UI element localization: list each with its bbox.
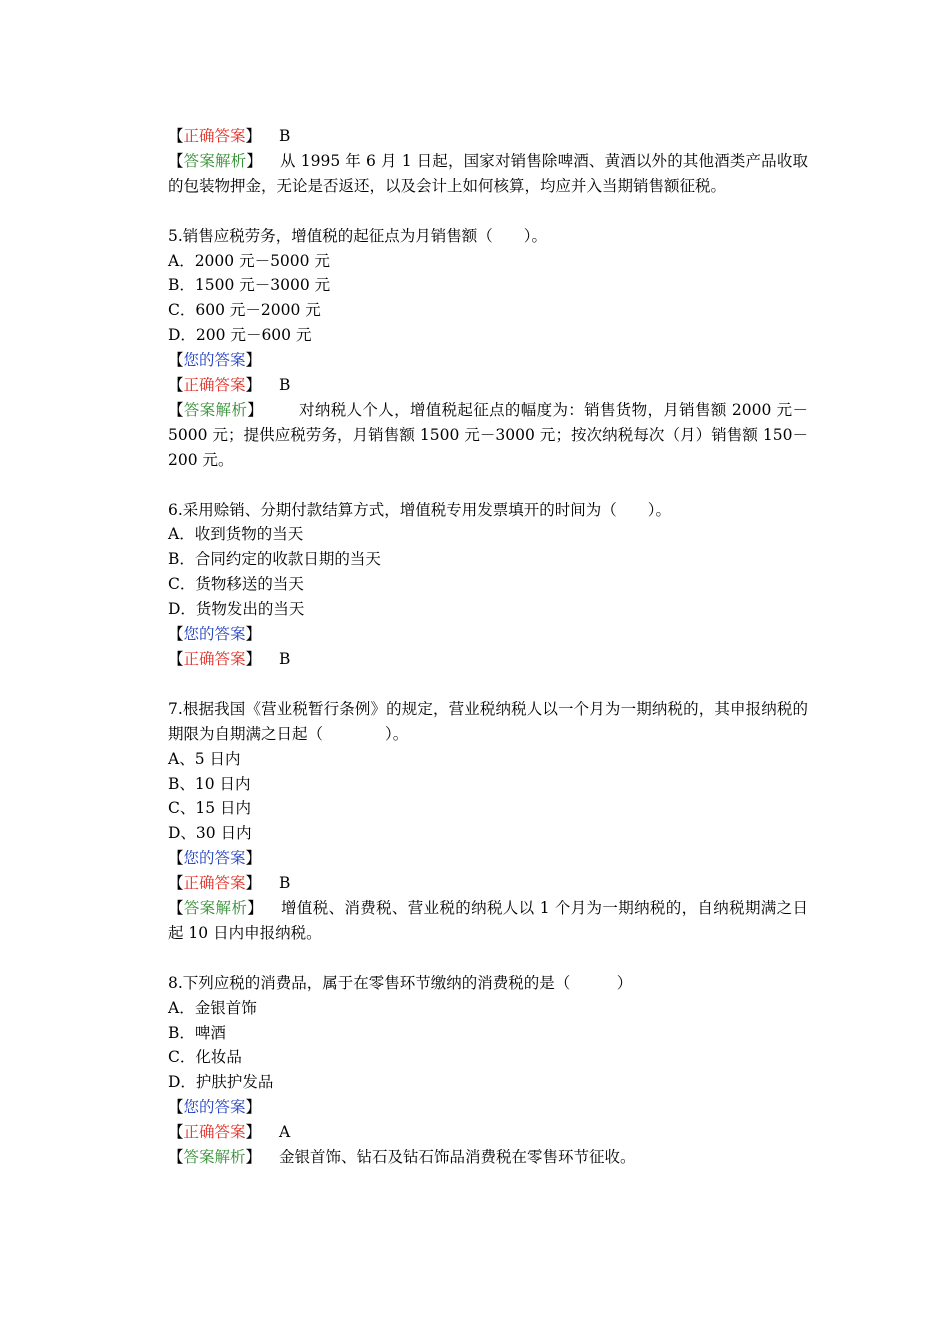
option-d: D．货物发出的当天 — [168, 600, 305, 619]
analysis-label: 答案解析 — [183, 1148, 246, 1167]
correct-answer-label: 正确答案 — [183, 650, 246, 668]
your-answer-label: 您的答案 — [183, 351, 246, 370]
option-c: C、15 日内 — [168, 799, 252, 818]
correct-answer-label: 正确答案 — [183, 376, 246, 395]
your-answer-line: 【您的答案】 — [168, 1098, 262, 1117]
question-stem: 6.采用赊销、分期付款结算方式，增值税专用发票填开的时间为（ ）。 — [168, 500, 672, 519]
option-d: D、30 日内 — [168, 824, 252, 843]
your-answer-line: 【您的答案】 — [168, 849, 262, 868]
option-b: B、10 日内 — [168, 774, 251, 793]
analysis-line: 【答案解析】 增值税、消费税、营业税的纳税人以 1 个月为一期纳税的，自纳税期满之日起 10 日内申报纳税。 — [168, 899, 808, 942]
analysis-label: 答案解析 — [183, 899, 248, 918]
option-a: A．收到货物的当天 — [168, 525, 304, 544]
correct-answer-value: B — [279, 650, 291, 668]
correct-answer-value: B — [279, 127, 291, 145]
document-page — [168, 124, 808, 1170]
correct-answer-value: B — [279, 874, 291, 893]
your-answer-label: 您的答案 — [183, 849, 246, 868]
correct-answer-line: 【正确答案】 B — [168, 874, 291, 893]
option-b: B．1500 元－3000 元 — [168, 276, 331, 295]
option-a: A、5 日内 — [168, 749, 241, 768]
question-stem: 5.销售应税劳务，增值税的起征点为月销售额（ ）。 — [168, 226, 548, 245]
analysis-text: 对纳税人个人，增值税起征点的幅度为：销售货物，月销售额 2000 元－5000 元；提供应税劳务，月销售额 1500 元－3000 元；按次纳税每次（月）销售额 150－200 元。 — [168, 400, 808, 469]
analysis-line: 【答案解析】 从 1995 年 6 月 1 日起，国家对销售除啤酒、黄酒以外的其他酒类产品收取的包装物押金，无论是否返还，以及会计上如何核算，均应并入当期销售额征税。 — [168, 151, 808, 195]
correct-answer-line: 【正确答案】 A — [168, 1123, 291, 1142]
your-answer-line: 【您的答案】 — [168, 625, 262, 644]
correct-answer-label: 正确答案 — [183, 1123, 246, 1142]
analysis-text: 金银首饰、钻石及钻石饰品消费税在零售环节征收。 — [279, 1148, 636, 1167]
option-a: A．金银首饰 — [168, 998, 257, 1017]
analysis-line: 【答案解析】 金银首饰、钻石及钻石饰品消费税在零售环节征收。 — [168, 1148, 636, 1167]
analysis-label: 答案解析 — [183, 151, 247, 170]
option-d: D．护肤护发品 — [168, 1073, 274, 1092]
option-c: C．600 元－2000 元 — [168, 301, 321, 320]
correct-answer-line: 【正确答案】 B — [168, 376, 291, 395]
question-stem: 8.下列应税的消费品，属于在零售环节缴纳的消费税的是（ ） — [168, 973, 633, 992]
analysis-label: 答案解析 — [183, 400, 248, 419]
question-stem: 7.根据我国《营业税暂行条例》的规定，营业税纳税人以一个月为一期纳税的，其申报纳税的期限为自期满之日起（ ）。 — [168, 699, 808, 743]
correct-answer-value: A — [279, 1123, 291, 1142]
option-d: D．200 元－600 元 — [168, 326, 312, 345]
option-c: C．化妆品 — [168, 1048, 242, 1067]
correct-answer-line: 【正确答案】 B — [168, 650, 291, 668]
option-a: A．2000 元－5000 元 — [168, 251, 330, 270]
option-c: C．货物移送的当天 — [168, 575, 304, 594]
option-b: B．啤酒 — [168, 1023, 226, 1042]
analysis-text: 从 1995 年 6 月 1 日起，国家对销售除啤酒、黄酒以外的其他酒类产品收取的包装物押金，无论是否返还，以及会计上如何核算，均应并入当期销售额征税。 — [168, 151, 808, 195]
your-answer-label: 您的答案 — [183, 625, 246, 644]
your-answer-label: 您的答案 — [183, 1098, 246, 1117]
analysis-text: 增值税、消费税、营业税的纳税人以 1 个月为一期纳税的，自纳税期满之日起 10 日内申报纳税。 — [168, 899, 808, 942]
your-answer-line: 【您的答案】 — [168, 351, 262, 370]
analysis-line: 【答案解析】 对纳税人个人，增值税起征点的幅度为：销售货物，月销售额 2000 元－5000 元；提供应税劳务，月销售额 1500 元－3000 元；按次纳税每次（月）销售额 150－200 元。 — [168, 400, 808, 469]
option-b: B．合同约定的收款日期的当天 — [168, 550, 381, 569]
correct-answer-label: 正确答案 — [183, 127, 246, 145]
correct-answer-value: B — [279, 376, 291, 395]
correct-answer-line: 【正确答案】 B — [168, 127, 291, 145]
correct-answer-label: 正确答案 — [183, 874, 246, 893]
